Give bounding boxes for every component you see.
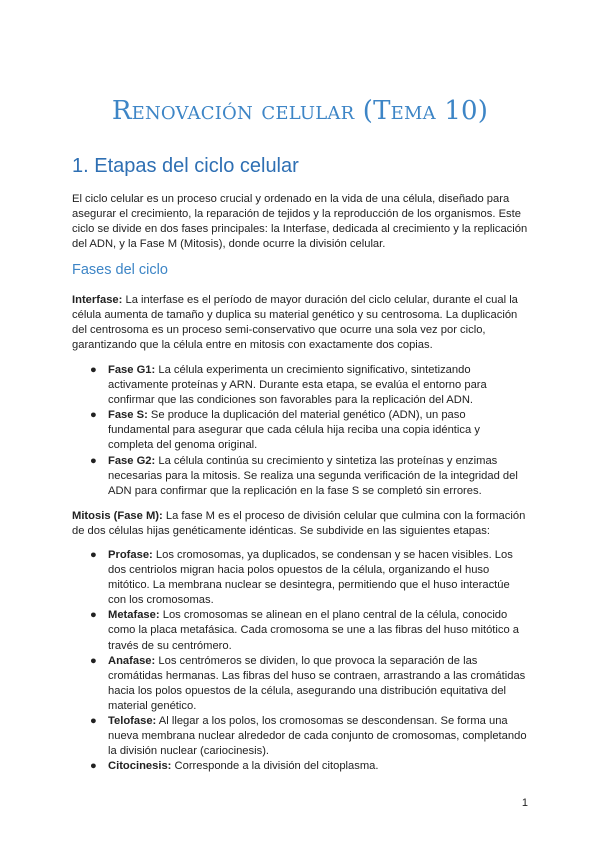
list-item	[90, 548, 528, 608]
interfase-text: La interfase es el período de mayor duración del ciclo celular, durante el cual la célula aumenta de tamaño y duplica su material genético y su centrosoma. La duplicación del centrosoma es un proceso semi-conservativo que ocurre una sola vez por ciclo, garantizando que la célula entre en mitosis con exactamente dos copias.	[72, 294, 518, 352]
list-item-term: Telofase:	[108, 715, 157, 728]
list-item-text: Los cromosomas se alinean en el plano central de la célula, conocido como la placa metafásica. Cada cromosoma se une a las fibras del huso mitótico a través de su centrómero.	[108, 609, 520, 652]
mitosis-term: Mitosis (Fase M):	[72, 510, 163, 522]
list-item	[90, 454, 528, 499]
bullet-icon: ●	[90, 409, 97, 422]
subsection-heading: Fases del ciclo	[72, 262, 168, 278]
list-item-text: Se produce la duplicación del material genético (ADN), un paso fundamental para asegurar que cada célula hija reciba una copia idéntica y completa del genoma original.	[108, 409, 480, 452]
list-item	[90, 363, 528, 408]
list-item-term: Fase G1:	[108, 364, 156, 376]
bullet-icon: ●	[90, 654, 97, 667]
page-number: 1	[521, 797, 528, 809]
bullet-icon: ●	[90, 454, 97, 467]
interfase-phase-list	[90, 363, 528, 499]
bullet-icon: ●	[90, 364, 97, 376]
section-heading: 1. Etapas del ciclo celular	[72, 155, 299, 177]
bullet-icon: ●	[90, 609, 97, 622]
mitosis-text: La fase M es el proceso de división celular que culmina con la formación de dos células hijas genéticamente idénticas. Se subdivide en las siguientes etapas:	[72, 510, 526, 538]
list-item-term: Profase:	[108, 549, 153, 561]
bullet-icon: ●	[90, 549, 97, 561]
list-item-text: Al llegar a los polos, los cromosomas se descondensan. Se forma una nueva membrana nuclear alrededor de cada conjunto de cromosomas, completando la división nuclear (cariocinesis).	[108, 715, 527, 758]
list-item-text: La célula experimenta un crecimiento significativo, sintetizando activamente proteínas y ARN. Durante esta etapa, se evalúa el entorno para confirmar que las condiciones son favorables para la replicación del ADN.	[108, 364, 487, 407]
bullet-icon: ●	[90, 715, 97, 728]
list-item	[90, 408, 528, 453]
list-item-term: Anafase:	[108, 654, 156, 667]
bullet-icon: ●	[90, 760, 97, 773]
interfase-paragraph	[72, 293, 528, 353]
list-item	[90, 759, 528, 774]
list-item	[90, 654, 528, 714]
list-item-text: Los centrómeros se dividen, lo que provoca la separación de las cromátidas hermanas. Las fibras del huso se contraen, arrastrando a las cromátidas hacia los polos opuestos de la célula, asegurando una distribución equitativa del material genético.	[108, 654, 526, 712]
list-item-text: Los cromosomas, ya duplicados, se condensan y se hacen visibles. Los dos centriolos migran hacia polos opuestos de la célula, organizando el huso mitótico. La membrana nuclear se desintegra, permitiendo que el huso interactúe con los cromosomas.	[108, 549, 513, 607]
mitosis-stage-list	[90, 548, 528, 774]
intro-paragraph: El ciclo celular es un proceso crucial y ordenado en la vida de una célula, diseñado para asegurar el crecimiento, la reparación de tejidos y la reproducción de los organismos. Este ciclo se divide en dos fases principales: la Interfase, dedicada al crecimiento y la replicación del ADN, y la Fase M (Mitosis), donde ocurre la división celular.	[72, 193, 528, 251]
list-item-text: Corresponde a la división del citoplasma.	[171, 760, 379, 773]
list-item	[90, 608, 528, 653]
document-title: Renovación celular (Tema 10)	[111, 96, 489, 126]
list-item-text: La célula continúa su crecimiento y sintetiza las proteínas y enzimas necesarias para la mitosis. Se realiza una segunda verificación de la integridad del ADN para confirmar que la replicación en la fase S se completó sin errores.	[108, 454, 518, 497]
mitosis-paragraph	[72, 509, 528, 539]
interfase-term: Interfase:	[72, 294, 123, 306]
list-item-term: Citocinesis:	[108, 760, 172, 773]
list-item-term: Fase G2:	[108, 454, 156, 467]
list-item	[90, 714, 528, 759]
list-item-term: Fase S:	[108, 409, 148, 422]
list-item-term: Metafase:	[108, 609, 160, 622]
